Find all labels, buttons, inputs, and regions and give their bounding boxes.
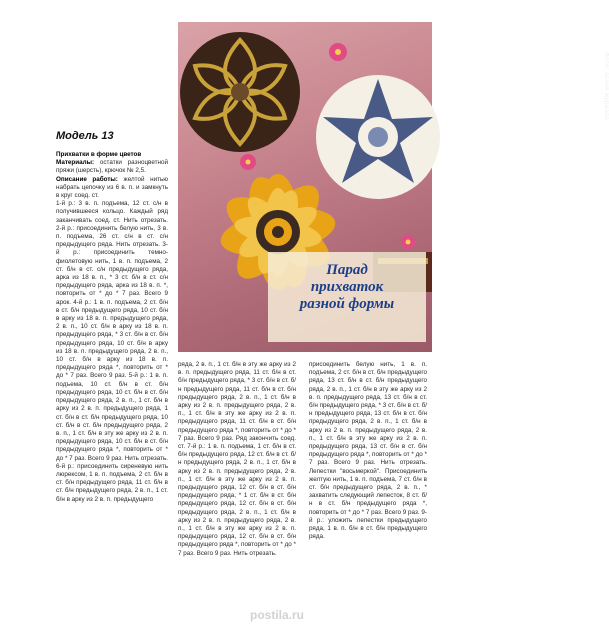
caption-line-3: разной формы xyxy=(299,296,395,312)
description-label: Описание работы: xyxy=(56,175,118,183)
photo-credit: Фото: архив журнала xyxy=(603,52,609,121)
instructions-column-2 xyxy=(178,361,296,558)
instructions-column-3 xyxy=(309,361,427,541)
materials-label: Материалы: xyxy=(56,159,95,167)
rows-text-1: 1-й р.: 3 в. п. подъема, 12 ст. с/н в получившееся кольцо. Каждый ряд заканчивать соед. ст. Нить отрезать. 2-й р.: присоединить белую нить, 3 в. п. подъема, 26 ст. с/н в ст. с/н предыдущего ряда. Нить отрезать. 3-й р.: присоединить темно-фиолетовую нить, 1 в. п. подъема, 2 ст. б/н в ст. с/н предыдущего ряда, арка из 18 в. п., * 3 ст. б/н в ст. с/н предыдущего ряда, арка из 18 в. п. *, повторить от * до * 7 раз. Всего 9 арок. 4-й р.: 1 в. п. подъема, 2 ст. б/н в ст. б/н предыдущего ряда, 10 ст. б/н в арку из 18 в. п. предыдущего ряда, 2 в. п., 10 ст. б/н в арку из 18 в. п. предыдущего ряда, * 3 ст. б/н в ст. б/н предыдущего ряда, 10 ст. б/н в арку из 18 в. п. предыдущего ряда, 2 в. п., 10 ст. б/н в арку из 18 в. п. предыдущего ряда *, повторить от * до * 7 раз. Всего 9 раз. 5-й р.: 1 в. п. подъема, 10 ст. б/н в ст. б/н предыдущего ряда, 10 ст. б/н в ст. б/н предыдущего ряда, 2 в. п., 1 ст. б/н в арку из 2 в. п. предыдущего ряда, 1 ст. б/н в ст. б/н предыдущего ряда, 10 ст. б/н в ст. б/н предыдущего ряда, 2 в. п., 1 ст. б/н в эту же арку из 2 в. п. предыдущего ряда, 10 ст. б/н в ст. б/н предыдущего ряда *, повторить от * до * 7 раз. Всего 9 раз. Нить отрезать. 6-й р.: присоединить сиреневую нить люрексом, 1 в. п. подъема, 2 ст. б/н в ст. б/н предыдущего ряда, 11 ст. б/н в ст. б/н предыдущего ряда, 2 в. п., 1 ст. б/н в арку из 2 в. п. предыдущего xyxy=(56,200,168,503)
caption-line-1: Парад xyxy=(326,262,368,278)
photo-caption xyxy=(272,262,422,313)
instructions-column-1 xyxy=(56,151,168,504)
model-title: Модель 13 xyxy=(56,130,114,142)
materials-paragraph xyxy=(56,159,168,175)
pattern-title: Прихватки в форме цветов xyxy=(56,151,142,158)
materials-text: остатки разноцветной пряжи (шерсть), крючок № 2,5. xyxy=(56,159,169,175)
description-text: желтой нитью набрать цепочку из 6 в. п. и замкнуть в круг соед. ст. xyxy=(56,175,168,200)
caption-line-2: прихваток xyxy=(310,279,384,295)
rows-text-3: присоединить белую нить, 1 в. п. подъема, 2 ст. б/н в ст. б/н предыдущего ряда, 13 ст. б/н в ст. б/н предыдущего ряда, 2 в. п., 1 ст. б/н в эту же арку из 2 в. п. предыдущего ряда, 13 ст. б/н в ст. б/н предыдущего ряда, * 3 ст. б/н в ст. б/н предыдущего ряда, 13 ст. б/н в ст. б/н предыдущего ряда, 2 в. п., 1 ст. б/н в арку из 2 в. п. предыдущего ряда, 2 в. п., 1 ст. б/н в эту же арку из 2 в. п. предыдущего ряда, 13 ст. б/н в ст. б/н предыдущего ряда *, повторить от * до * 7 раз. Всего 9 раз. Нить отрезать. Лепестки "восьмеркой". Присоединить желтую нить, 1 в. п. подъема, 7 ст. б/н в ст. б/н предыдущего ряда, 2 в. п., * захватить следующий лепесток, 8 ст. б/н в ст. б/н предыдущего ряда *, повторить от * до * 7 раз. Всего 9 раз. 9-й р.: уложить лепестки предыдущего ряда, 1 в. п. б/н в ст. б/н предыдущего ряда. xyxy=(309,361,427,541)
description-paragraph xyxy=(56,176,168,201)
rows-text-2: ряда, 2 в. п., 1 ст. б/н в эту же арку из 2 в. п. предыдущего ряда, 11 ст. б/н в ст. б/н предыдущего ряда, * 3 ст. б/н в ст. б/н предыдущего ряда, 11 ст. б/н в ст. б/н предыдущего ряда, 2 в. п., 1 ст. б/н в арку из 2 в. п. предыдущего ряда, 2 в. п., 1 ст. б/н в эту же арку из 2 в. п. предыдущего ряда, 11 ст. б/н в ст. б/н предыдущего ряда *, повторить от * до * 7 раз. Всего 9 раз. Ряд закончить соед. ст. 7-й р.: 1 в. п. подъема, 1 ст. б/н в ст. б/н предыдущего ряда, 12 ст. б/н в ст. б/н предыдущего ряда, 2 в. п., 1 ст. б/н в арку из 2 в. п. предыдущего ряда, 2 в. п., 1 ст. б/н в эту же арку из 2 в. п. предыдущего ряда, 12 ст. б/н в ст. б/н предыдущего ряда, * 1 ст. б/н в ст. б/н предыдущего ряда, 12 ст. б/н в ст. б/н предыдущего ряда, 2 в. п., 1 ст. б/н в арку из 2 в. п. предыдущего ряда, 2 в. п., 1 ст. б/н в эту же арку из 2 в. п. предыдущего ряда, 12 ст. б/н в ст. б/н предыдущего ряда *, повторить от * до * 7 раз. Всего 9 раз. Нить отрезать. xyxy=(178,361,296,557)
watermark: postila.ru xyxy=(250,608,305,622)
